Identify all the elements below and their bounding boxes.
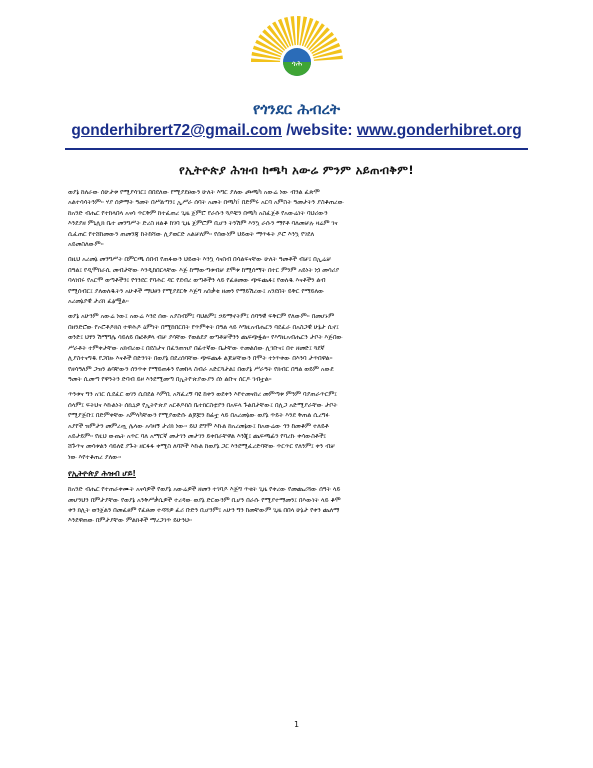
text-line: በዓል፤ የዲሞክራሲ መብታቸው እንዲከበርላቸው እጅ ከማውጣቱብቻ ደሞቱ ከሚሰማት በተር ምንም አይነት ነጏ መሳሪያ	[68, 266, 340, 274]
text-line: መሆንህን በምታያቸው የወያኔ አንቅሥቃሴዎች ተረዳው ወያኔ ድርውንም ቢሆን በራሱ የሚያተማመን፤ በእውነት ላይ ቆሞ	[68, 496, 341, 504]
text-line: አልተሳሳትንም። ሃያ ሰዎማት ዓመት በሥልጣን፤ ኢሥራ ሰባት አመት በጫካ፣ በድምሩ አርባ አምስት ዓመታትን ያስቆጠረው	[68, 199, 344, 207]
text-line: ዓመት ሲመጣ የዋንትን ድባብ ይዞ እንደሚመጣ በኢትዮጵያውያን ሰነ ልቡና ሰርዶ ገብቷል።	[68, 375, 272, 383]
header-divider	[65, 148, 528, 150]
text-line: ቀን ክሊት ወንጀልን በመፈፀም የፈፀመ ተዳሻዎ ፈሪ ቡድን ቢሆንም፤ አሁን ግን ከመቸውም ጊዜ በበላ ሁኔታ የቀን ጨለማ	[68, 506, 340, 514]
page-number: 1	[293, 720, 300, 729]
organization-logo	[247, 10, 347, 98]
email-link[interactable]: gonderhibrert72@gmail.com	[71, 122, 282, 139]
text-line: ሸጉጥና መሳቱልን ሳይለዩ ያጉት ዘርፋፋ ቀሚስ ለባሾች እኩል ከወያኔ ጋር እንደሚፈረድባቸው ጥርጥር የለንም፤ ቀን ብቻ	[68, 443, 335, 451]
text-line: ሰላም፤ ፍትህና እኩልነት ሰኪኒዎ የኢትዮጵያ አርቶዶክስ ቤተክርስቲያን በአፍላ ጉልበታቸው፤ በሊጋ አድሚያራቸው ታቦት	[68, 401, 338, 409]
paragraph-3	[68, 312, 528, 385]
text-line: ጥንቱና ግን አገር ሲደፈር ወገን ሲበደል እምቢ አሻፈረኝ ባዩ ከቀን ወደቀን እየተመናከረ መምጣቱ ምንም ባያጠራጥርም፤	[68, 391, 337, 399]
text-line: የዘሳዓለም ጋዝን ልባቸውን ሰንጥቀ የማይጠፋን የመከላ ስብራ አድርጓታል፤ በወያኔ ሥራዓት የክብር በዓል ወይም አውደ	[68, 365, 334, 373]
text-line: አረመኔያዊ ታሪክ ፈፅሟል።	[68, 298, 129, 306]
document-body	[68, 188, 528, 532]
text-line: ከአንድ ብሔር የተጠራቀሙት አናሳዎች የወያኔ አውሬዎች ዘመን ተገባዶ እጅግ ጥቂት ጊዜ የቀረው የመጨረሻው ሰዓት ላይ	[68, 486, 341, 494]
text-line: ወያኔ ከለራው ሰሁታቱ የሚያሳገር፤ በበደለው የሚያደፀውን ሁለት እግር ያለው ጮጫካ አውሬ ነው ብንል ፈጽሞ	[68, 189, 320, 196]
paragraph-5	[68, 485, 528, 527]
text-line: በዘንድሮው የኦሮቶዶክስ ተዋሕዶ ዕምነት በሚከበርበት የጥምቀት በዓል ላይ እግዚአብሔርን ባደፈራ በአስጋዊ ሁኔታ ሲኖ፤	[68, 323, 339, 331]
text-line: እንደዋጠው በምታያቸው ምልክቶች ማረጋገጥ ይሁንህ።	[68, 517, 192, 525]
paragraph-2	[68, 255, 528, 307]
text-line: የሚሰብር፤ ያለወለዱትን አሁቶች ማህፀን የሚያደርቅ እጅግ አሰቃቂ ዘመን የማይሽረው፤ አንደበት ይቅር የማይለው	[68, 287, 325, 295]
text-line: ባላነበሩ የአርሞ ወጣቶችን፤ የጎንደር የባሕር ዳር የደብረ ወጣቶችን ላይ የፈፀመው ጭፍጨፋ፤ የወለዱ እናቶችን ልብ	[68, 277, 326, 285]
text-line: በዚህ አረመኔ መንግሥት በምርጫ ሰበብ የጠፋውን ህይወት እንኳ ሳናስብ በሳልፍናቸው ሁለት ዓመቶች ብቻ፤ በኢሬቻ	[68, 256, 332, 264]
logo-text: ጎሕ	[291, 59, 303, 68]
text-line: ወንድ፤ ህፃን ሽማግሌ ሳይለይ በፎቶዎላ ብቻ ያሳቸው የወልደያ ወጣቶቻችንን ጨፍጭፏል። የእግዚአብሔርን ታቦት እጅበው	[68, 334, 343, 342]
section-heading: የኢትዮጵያ ሕዝብ ሆይ!	[68, 469, 136, 479]
text-line: ነው እየተቆጠረ ያለው።	[68, 453, 122, 461]
organization-name: የጎንደር ሕብረት	[252, 100, 341, 118]
paragraph-1	[68, 188, 528, 250]
contact-line	[0, 122, 593, 140]
text-line: እንደያዘ ምኒሊክ ቤተ መንግሥት ድረስ ዘልቆ ከገባ ጊዜ ጀምሮም ቢሆን ትንሽም እንኳ ራሱን ማየቶ ባለመቻሉ ዛሬም ገና	[68, 220, 338, 228]
text-line: አይታይም። የዚህ ውጤት አጥር ባለ አማርኛ መታገን መታገን ይቀበራቸዋል እንጂ፤ ጨፍጫፊን የባረኩ ቀሳውስቶች፤	[68, 432, 326, 440]
website-link[interactable]: www.gonderhibret.org	[356, 122, 522, 139]
text-line: ወያኔ አሁንም አውሬ ነው፤ አውሬ እንደ ሰው አያስብም፤ ባህልም፤ ኃይማኖትም፤ ሰባዓዊ ፍቅርም የለውም። በመሆኑም	[68, 313, 335, 321]
text-line: ሊያስተናግዱ የጋበዙ እናቶች በድንገት በወያኔ በደረሰባቸው ጭፍጨፋ ልጆቻቸውን በሞት ተነጥቀው በእንባ ታጥበዋል።	[68, 355, 333, 363]
text-line: አይመስለውም።	[68, 241, 104, 249]
text-line: ሥራቶት ተምቀታቸው አክብረው፤ በደስታና በፈንጠዝያ በፊተኛው ቤታቸው ተመልሰው ሊገቡና፤ በተ ዘመድ፤ ጓደኛ	[68, 344, 325, 352]
text-line: የሚያጅቡ፤ በድምቀቸው አምላካቸውን የሚያወድሱ ልጆቿን ከፊቷ ላይ በአረመኔው ወያኔ ጥይት እንደ ቅጠል ሲረግፉ	[68, 412, 330, 420]
document-title: የኢትዮጵያ ሕዝብ ከጫካ አውሬ ምንም አይጠብቅም!	[179, 163, 414, 177]
text-line: ሲፈጠር የተሸከመውን ጠመንጃ ከትከሻው ሊያወርድ አልቻለም። የሰውነም ህይወት ማጥፋት ዶሮ እንኳ የገደለ	[68, 230, 315, 238]
website-separator: /website:	[281, 122, 357, 139]
text-line: አያየች ዝምታን መምረጧ ሌላው አሳዛኝ ታሪክ ነው። ይህ ደግሞ እኩል ከአረመኔው፤ ከአውሬው ጎን ከመቆም ተለይቶ	[68, 422, 329, 430]
text-line: ከአንድ ብሔር የተከላበላ አናሳ ጥርቅም ከተፈጠረ ጊዜ ጀምሮ የራሱን ጓዶቹን በጫካ አስፈጀቶ የአውሬነት ባህሪውን	[68, 209, 328, 217]
paragraph-4	[68, 390, 528, 463]
